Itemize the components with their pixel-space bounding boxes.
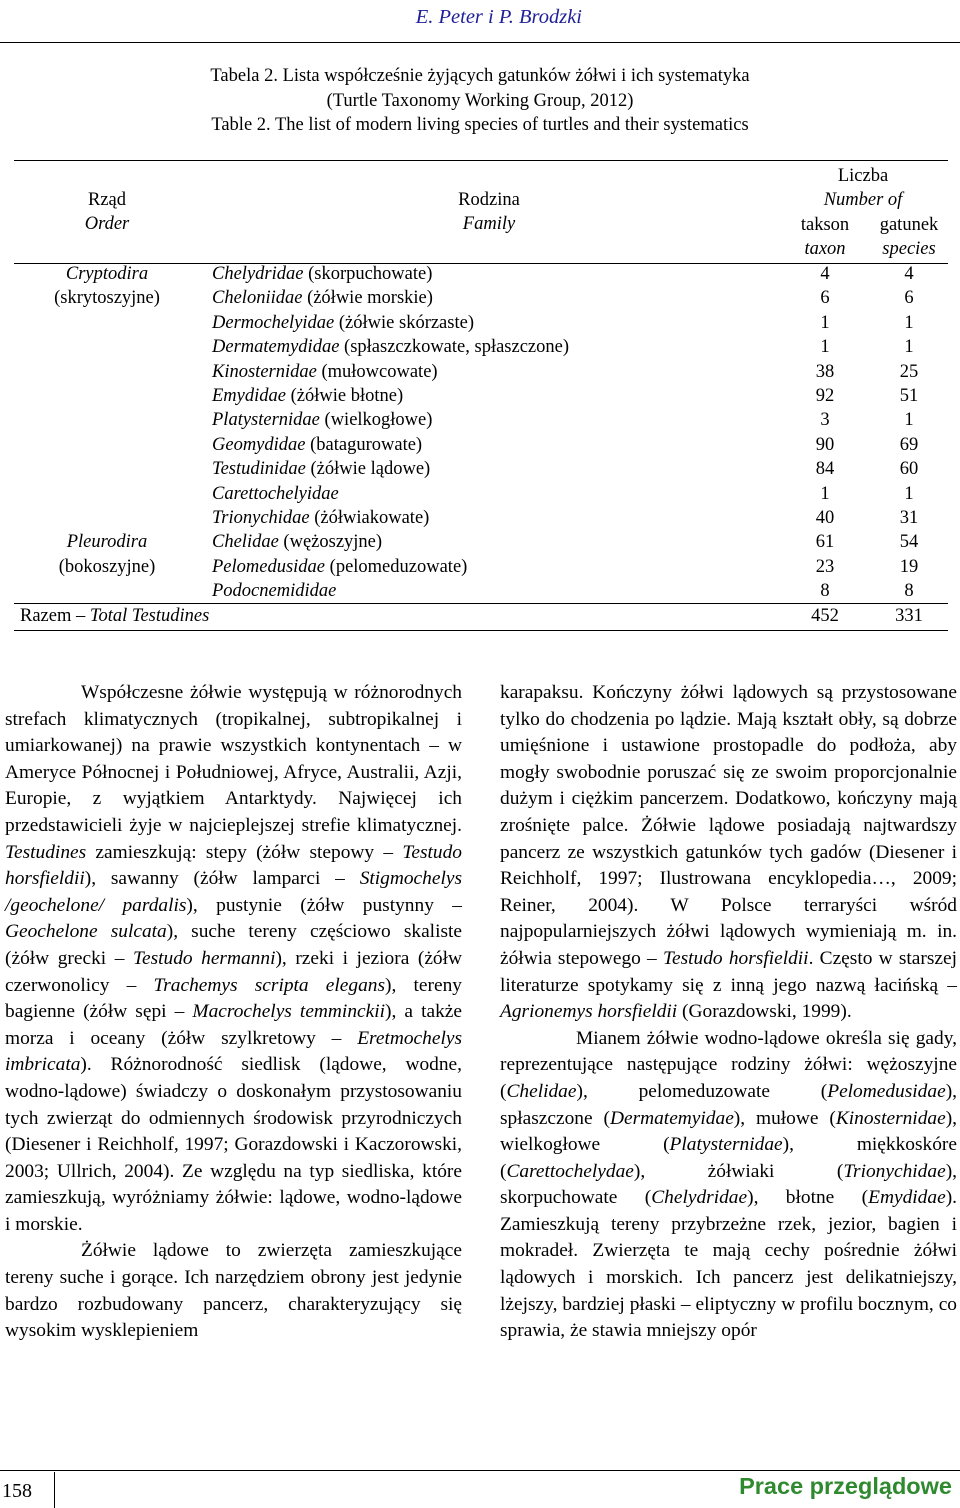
paragraph bbox=[5, 680, 462, 1238]
family-cell bbox=[212, 579, 336, 603]
family-common: (wielkogłowe) bbox=[319, 410, 433, 431]
text-run: ). Zamieszkują tereny przybrzeżne rzek, jezior, bagien i mokradeł. Zwierzęta te mają cechy pośrednie żółwi lądowych i morskich. Ich pancerz jest delikatniejszy, lżejszy, bardziej płaski – eliptyczny w profilu bocznym, co sprawia, że stawia mniejszy opór bbox=[500, 1187, 957, 1342]
family-cell bbox=[212, 335, 569, 359]
header-order-en: Order bbox=[84, 214, 130, 235]
table-row bbox=[14, 530, 948, 554]
table-row bbox=[14, 457, 948, 481]
text-run: ), pustynie (żółw pustynny – bbox=[186, 894, 462, 916]
species-cell: 1 bbox=[904, 410, 914, 431]
species-cell: 1 bbox=[904, 483, 914, 504]
text-run: ). Różnorodność siedlisk (lądowe, wodne, wodno-lądowe) świadczy o doskonałym przystosowaniu tych zwierząt do odmiennych środowisk przyrodniczych (Diesener i Reichholf, 1997; Gorazdowski i Kaczorowski, 2003; Ullrich, 2004). Ze względu na typ siedliska, które zamieszkują, wyróżniamy żółwie: lądowe, wodno-lądowe i morskie. bbox=[5, 1054, 462, 1235]
text-run: ), skorpuchowate ( bbox=[500, 1160, 957, 1209]
italic-run: Trachemys scripta elegans bbox=[153, 974, 386, 996]
text-run: ), rzeki i jeziora (żółw czerwonolicy – bbox=[5, 947, 463, 996]
family-cell bbox=[212, 433, 422, 457]
header-count bbox=[778, 164, 948, 213]
family-cell bbox=[212, 555, 467, 579]
text-run: Mianem żółwie wodno-lądowe określa się gady, reprezentujące następujące rodziny żółwi: wężoszyjne ( bbox=[500, 1027, 957, 1102]
taxa-cell: 38 bbox=[815, 361, 835, 382]
italic-run: Eretmochelys imbricata bbox=[5, 1027, 462, 1076]
body-column-left bbox=[5, 680, 462, 1345]
footer-rule bbox=[0, 1470, 960, 1471]
family-common: (mułowcowate) bbox=[316, 361, 438, 382]
species-cell: 25 bbox=[899, 361, 919, 382]
family-latin: Trionychidae bbox=[212, 507, 310, 528]
table-row bbox=[14, 262, 948, 286]
italic-run: Stigmochelys /geochelone/ pardalis bbox=[5, 868, 462, 916]
italic-run: Pelomedusidae bbox=[827, 1080, 946, 1102]
family-latin: Dermatemydidae bbox=[212, 337, 340, 358]
italic-run: Macrochelys temminckii bbox=[192, 1001, 386, 1023]
family-common: (żółwiakowate) bbox=[309, 507, 430, 528]
page-number: 158 bbox=[2, 1480, 32, 1502]
family-common: (żółwie skórzaste) bbox=[334, 312, 474, 333]
taxa-cell: 40 bbox=[815, 507, 835, 528]
paragraph bbox=[500, 1026, 957, 1345]
total-label bbox=[20, 604, 209, 628]
italic-run: Dermatemyidae bbox=[609, 1107, 734, 1129]
family-common: (skorpuchowate) bbox=[303, 264, 433, 284]
italic-run: Testudines bbox=[5, 841, 87, 863]
family-cell bbox=[212, 457, 430, 481]
family-cell bbox=[212, 482, 339, 506]
header-family bbox=[210, 188, 768, 237]
species-cell: 1 bbox=[904, 337, 914, 358]
family-latin: Geomydidae bbox=[212, 434, 306, 455]
species-cell: 51 bbox=[899, 385, 919, 406]
family-latin: Testudinidae bbox=[212, 459, 306, 480]
table-row bbox=[14, 555, 948, 579]
family-latin: Carettochelyidae bbox=[212, 483, 339, 504]
species-cell: 6 bbox=[904, 288, 914, 309]
page-number-box bbox=[0, 1472, 55, 1508]
taxonomy-table bbox=[14, 160, 948, 631]
table-row bbox=[14, 506, 948, 530]
text-run: ), żółwiaki ( bbox=[633, 1160, 844, 1182]
taxa-cell: 90 bbox=[815, 434, 835, 455]
total-label-pl: Razem – bbox=[20, 606, 90, 626]
running-head: E. Peter i P. Brodzki bbox=[415, 6, 582, 28]
family-common: (żółwie lądowe) bbox=[305, 459, 431, 480]
total-row bbox=[14, 603, 948, 629]
text-run: . Często w starszej literaturze spotykamy się z inną jego nazwą łacińską – bbox=[500, 947, 957, 996]
species-cell: 19 bbox=[899, 556, 919, 577]
text-run: ), miękkoskóre ( bbox=[500, 1134, 957, 1182]
order-cell: (skrytoszyjne) bbox=[54, 288, 160, 309]
section-label: Prace przeglądowe bbox=[739, 1473, 952, 1499]
caption-line-pl: Tabela 2. Lista współcześnie żyjących gatunków żółwi i ich systematyka bbox=[210, 66, 750, 86]
italic-run: Agrionemys horsfieldii bbox=[500, 1001, 678, 1023]
header-count-pl: Liczba bbox=[837, 166, 889, 186]
table-row bbox=[14, 384, 948, 408]
table-row bbox=[14, 408, 948, 432]
table-row bbox=[14, 482, 948, 506]
italic-run: Testudo hermanni bbox=[132, 947, 276, 969]
text-run: ), suche tereny częściowo skaliste (żółw grecki – bbox=[5, 921, 462, 969]
species-cell: 54 bbox=[899, 532, 919, 553]
species-cell: 69 bbox=[899, 434, 919, 455]
family-common: (żółwie morskie) bbox=[302, 288, 433, 309]
header-species bbox=[870, 213, 948, 262]
family-latin: Emydidae bbox=[212, 385, 286, 406]
body-column-right bbox=[500, 680, 957, 1345]
text-run: ), tereny bagienne (żółw sępi – bbox=[5, 974, 462, 1023]
taxa-cell: 84 bbox=[815, 459, 835, 480]
family-cell bbox=[212, 311, 474, 335]
taxa-cell: 92 bbox=[815, 385, 835, 406]
total-taxa: 452 bbox=[811, 606, 839, 626]
order-cell: Cryptodira bbox=[65, 264, 149, 284]
text-run: (Gorazdowski, 1999). bbox=[677, 1001, 852, 1023]
taxa-cell: 1 bbox=[820, 337, 830, 358]
italic-run: Testudo horsfieldii bbox=[662, 947, 809, 969]
family-cell bbox=[212, 530, 382, 554]
species-cell: 1 bbox=[904, 312, 914, 333]
italic-run: Testudo horsfieldii bbox=[5, 841, 462, 890]
taxa-cell: 1 bbox=[820, 483, 830, 504]
order-cell: (bokoszyjne) bbox=[58, 556, 156, 577]
header-order-pl: Rząd bbox=[87, 190, 126, 210]
italic-run: Platysternidae bbox=[669, 1134, 783, 1156]
header-taxon-en: taxon bbox=[804, 239, 846, 260]
taxa-cell: 4 bbox=[820, 264, 830, 284]
family-cell bbox=[212, 262, 432, 286]
family-latin: Cheloniidae bbox=[212, 288, 303, 309]
text-run: ), pelomeduzowate ( bbox=[576, 1080, 828, 1102]
italic-run: Kinosternidae bbox=[835, 1107, 946, 1129]
header-species-en: species bbox=[882, 239, 936, 260]
total-label-en: Total Testudines bbox=[89, 606, 210, 626]
paragraph bbox=[500, 680, 957, 1026]
text-run: ), mułowe ( bbox=[733, 1107, 836, 1129]
taxa-cell: 1 bbox=[820, 312, 830, 333]
family-common: (żółwie błotne) bbox=[285, 385, 404, 406]
table-row bbox=[14, 360, 948, 384]
family-latin: Chelydridae bbox=[212, 264, 304, 284]
header-taxon bbox=[778, 213, 872, 262]
species-cell: 4 bbox=[904, 264, 914, 284]
family-common: (pelomeduzowate) bbox=[325, 556, 468, 577]
table-row bbox=[14, 335, 948, 359]
family-common: (batagurowate) bbox=[305, 434, 423, 455]
species-cell: 31 bbox=[899, 507, 919, 528]
text-run: Współczesne żółwie występują w różnorodnych strefach klimatycznych (tropikalnej, subtropikalnej i umiarkowanej) na prawie wszystkich kontynentach – w Ameryce Północnej i Południowej, Afryce, Australii, Azji, Europie, z wyjątkiem Antarktydy. Najwięcej ich przedstawicieli żyje w najcieplejszej strefie klimatycznej. bbox=[5, 682, 462, 836]
text-run: ), sawanny (żółw lamparci – bbox=[84, 868, 360, 890]
table-caption bbox=[0, 64, 960, 138]
family-cell bbox=[212, 408, 432, 432]
header-taxon-pl: takson bbox=[800, 215, 850, 235]
family-cell bbox=[212, 506, 429, 530]
taxa-cell: 8 bbox=[820, 581, 830, 602]
family-latin: Podocnemididae bbox=[212, 581, 337, 602]
header-species-pl: gatunek bbox=[879, 215, 939, 235]
family-common: (wężoszyjne) bbox=[278, 532, 383, 553]
family-latin: Chelidae bbox=[212, 532, 279, 553]
family-latin: Pelomedusidae bbox=[212, 556, 326, 577]
taxa-cell: 6 bbox=[820, 288, 830, 309]
text-run: karapaksu. Kończyny żółwi lądowych są przystosowane tylko do chodzenia po lądzie. Mają kształt obły, są dobrze umięśnione i ustawione prostopadle do podłoża, aby mogły swobodnie poruszać się ze swoim proporcjonalnie dużym i ciężkim pancerzem. Dodatkowo, kończyny mają zrośnięte palce. Żółwie lądowe posiadają najtwardszy pancerz ze wszystkich gatunków tych gadów (Diesener i Reichholf, 1997; Ilustrowana encyklopedia…, 2009; Reiner, 2004). W Polsce terraryści wśród najpopularniejszych żółwi lądowych wymieniają m. in. żółwia stepowego – bbox=[500, 682, 957, 969]
text-run: ), wielkogłowe ( bbox=[500, 1107, 958, 1156]
taxa-cell: 23 bbox=[815, 556, 835, 577]
species-cell: 60 bbox=[899, 459, 919, 480]
order-cell: Pleurodira bbox=[66, 532, 148, 553]
italic-run: Geochelone sulcata bbox=[5, 921, 167, 943]
paragraph bbox=[5, 1238, 462, 1344]
family-cell bbox=[212, 360, 438, 384]
family-common: (spłaszczkowate, spłaszczone) bbox=[339, 337, 570, 358]
header-order bbox=[14, 188, 200, 237]
text-run: zamieszkują: stepy (żółw stepowy – bbox=[86, 841, 403, 863]
taxa-cell: 61 bbox=[815, 532, 835, 553]
table-row bbox=[14, 311, 948, 335]
caption-source: (Turtle Taxonomy Working Group, 2012) bbox=[326, 90, 634, 111]
italic-run: Chelidae bbox=[506, 1080, 577, 1102]
italic-run: Emydidae bbox=[868, 1187, 946, 1209]
header-family-pl: Rodzina bbox=[458, 190, 520, 210]
total-species: 331 bbox=[895, 606, 923, 626]
header-count-en: Number of bbox=[823, 190, 903, 211]
italic-run: Carettochelydae bbox=[506, 1160, 634, 1182]
italic-run: Chelydridae bbox=[651, 1187, 748, 1209]
taxa-cell: 3 bbox=[820, 410, 830, 431]
family-cell bbox=[212, 286, 433, 310]
family-cell bbox=[212, 384, 403, 408]
italic-run: Trionychidae bbox=[843, 1160, 946, 1182]
family-latin: Kinosternidae bbox=[212, 361, 317, 382]
table-row bbox=[14, 579, 948, 603]
family-latin: Dermochelyidae bbox=[212, 312, 335, 333]
text-run: ), a także morza i oceany (żółw szylkretowy – bbox=[5, 1001, 463, 1049]
species-cell: 8 bbox=[904, 581, 914, 602]
family-latin: Platysternidae bbox=[212, 410, 320, 431]
table-row bbox=[14, 286, 948, 310]
text-run: Żółwie lądowe to zwierzęta zamieszkujące tereny suche i gorące. Ich narzędziem obrony jest jedynie bardzo rozbudowany pancerz, charakteryzujący się wysokim wysklepieniem bbox=[5, 1240, 462, 1342]
caption-line-en: Table 2. The list of modern living species of turtles and their systematics bbox=[211, 115, 749, 135]
text-run: ), błotne ( bbox=[747, 1187, 869, 1209]
table-row bbox=[14, 433, 948, 457]
header-family-en: Family bbox=[462, 214, 516, 235]
text-run: ), spłaszczone ( bbox=[500, 1080, 957, 1129]
table-body bbox=[14, 262, 948, 603]
